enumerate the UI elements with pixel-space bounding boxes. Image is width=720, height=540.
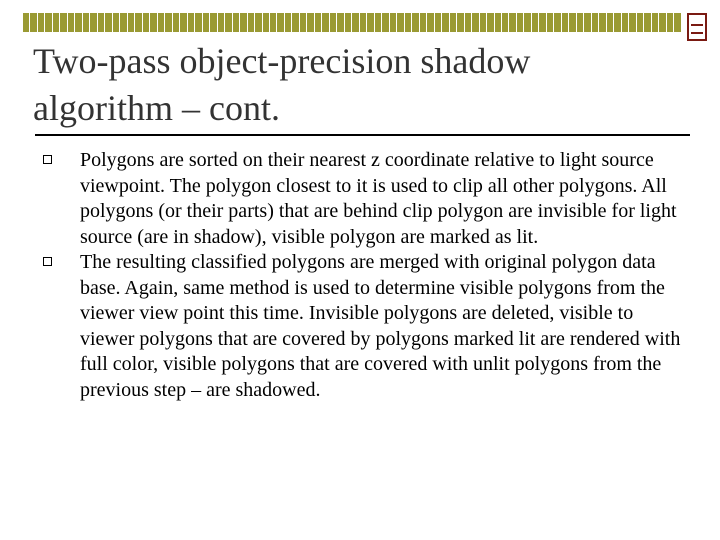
header-bar-segment [83,13,90,32]
header-bar-segment [180,13,187,32]
header-bar-segment [90,13,97,32]
header-bar-segment [607,13,614,32]
header-bar-segment [30,13,37,32]
header-bar-segment [165,13,172,32]
header-bar-segment [405,13,412,32]
header-bar-segment [330,13,337,32]
header-bar-segment [255,13,262,32]
corner-accent-icon [687,13,707,41]
header-bar-segment [105,13,112,32]
header-bar-segment [307,13,314,32]
slide-title: Two-pass object-precision shadow algorithm – cont. [33,41,531,128]
header-bar-segment [210,13,217,32]
header-bar-segment [472,13,479,32]
header-bar-segment [322,13,329,32]
header-bar-segment [345,13,352,32]
header-bar-segment [465,13,472,32]
header-bar-segment [150,13,157,32]
header-bar-segment [382,13,389,32]
header-bar-segment [195,13,202,32]
header-bar-segment [53,13,60,32]
header-bar-segment [277,13,284,32]
decorative-header-bar [23,13,680,32]
header-bar-segment [113,13,120,32]
header-bar-segment [592,13,599,32]
header-bar-segment [23,13,30,32]
header-bar-segment [367,13,374,32]
bullet-text: Polygons are sorted on their nearest z coordinate relative to light source viewpoint. The polygon closest to it is used to clip all other polygons. All polygons (or their parts) that are behind clip polygon are invisible for light source (are in shadow), visible polygon are marked as lit. [80,149,677,248]
header-bar-segment [300,13,307,32]
header-bar-segment [495,13,502,32]
bullet-text: The resulting classified polygons are merged with original polygon data base. Again, same method is used to determine visible polygons from the viewer view point this time. Invisible polygons are deleted, visible to viewer polygons that are covered by polygons marked lit are rendered with full color, visible polygons that are covered with unlit polygons from the previous step – are shadowed. [80,251,681,401]
header-bar-segment [667,13,674,32]
header-bar-segment [569,13,576,32]
header-bar-segment [517,13,524,32]
header-bar-segment [622,13,629,32]
header-bar-segment [652,13,659,32]
header-bar-segment [390,13,397,32]
header-bar-segment [60,13,67,32]
header-bar-segment [360,13,367,32]
header-bar-segment [240,13,247,32]
header-bar-segment [547,13,554,32]
header-bar-segment [577,13,584,32]
header-bar-segment [420,13,427,32]
header-bar-segment [135,13,142,32]
header-bar-segment [68,13,75,32]
header-bar-segment [674,13,680,32]
header-bar-segment [158,13,165,32]
header-bar-segment [584,13,591,32]
header-bar-segment [173,13,180,32]
header-bar-segment [263,13,270,32]
header-bar-segment [599,13,606,32]
title-divider [35,134,690,136]
header-bar-segment [397,13,404,32]
header-bar-segment [524,13,531,32]
header-bar-segment [450,13,457,32]
header-bar-segment [644,13,651,32]
header-bar-segment [412,13,419,32]
header-bar-segment [532,13,539,32]
header-bar-segment [143,13,150,32]
bullet-item [42,250,687,403]
header-bar-segment [292,13,299,32]
square-bullet-icon [43,257,52,266]
header-bar-segment [442,13,449,32]
header-bar-segment [554,13,561,32]
header-bar-segment [539,13,546,32]
header-bar-segment [233,13,240,32]
header-bar-segment [315,13,322,32]
header-bar-segment [427,13,434,32]
header-bar-segment [480,13,487,32]
header-bar-segment [120,13,127,32]
header-bar-segment [637,13,644,32]
header-bar-segment [218,13,225,32]
header-bar-segment [659,13,666,32]
header-bar-segment [457,13,464,32]
square-bullet-icon [43,155,52,164]
header-bar-segment [38,13,45,32]
header-bar-segment [98,13,105,32]
header-bar-segment [248,13,255,32]
bullet-list [42,148,687,403]
header-bar-segment [128,13,135,32]
header-bar-segment [337,13,344,32]
header-bar-segment [629,13,636,32]
header-bar-segment [225,13,232,32]
header-bar-segment [45,13,52,32]
header-bar-segment [502,13,509,32]
header-bar-segment [203,13,210,32]
header-bar-segment [562,13,569,32]
header-bar-segment [487,13,494,32]
header-bar-segment [352,13,359,32]
header-bar-segment [270,13,277,32]
header-bar-segment [614,13,621,32]
header-bar-segment [285,13,292,32]
header-bar-segment [509,13,516,32]
bullet-item [42,148,687,250]
header-bar-segment [375,13,382,32]
header-bar-segment [75,13,82,32]
header-bar-segment [435,13,442,32]
header-bar-segment [188,13,195,32]
